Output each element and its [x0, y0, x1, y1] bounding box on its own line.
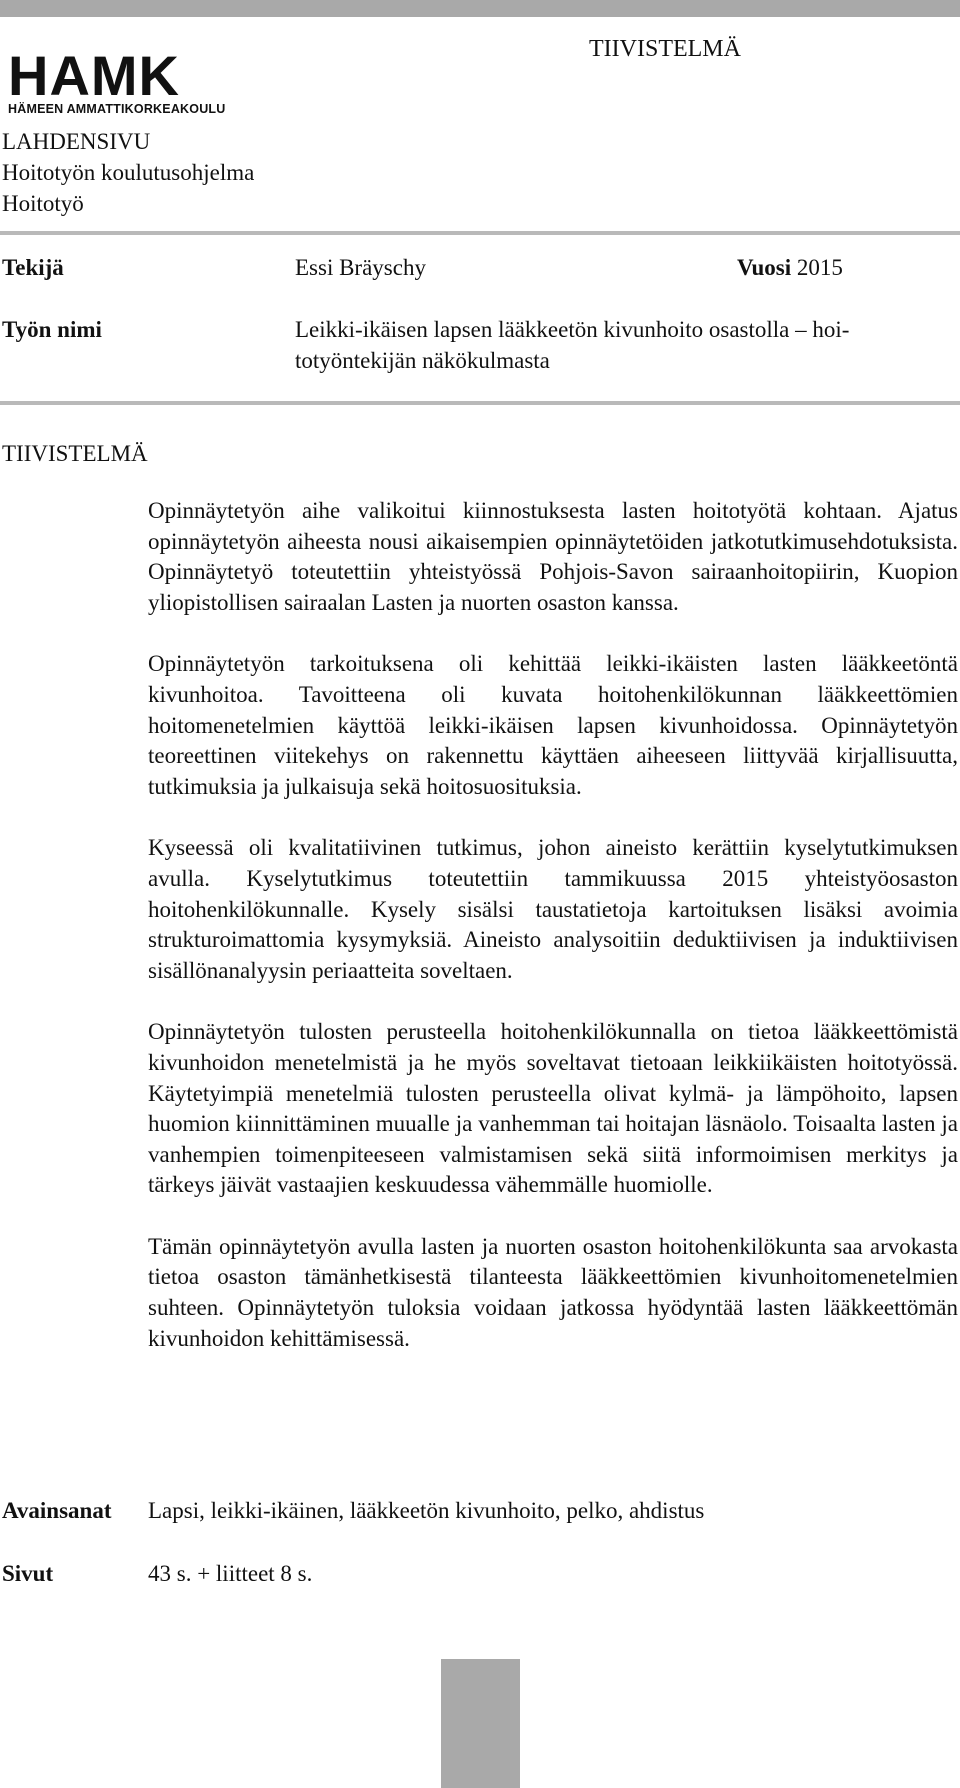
- top-bar: [0, 0, 960, 17]
- title-label: Työn nimi: [2, 317, 102, 342]
- field-name: Hoitotyö: [2, 191, 84, 216]
- pages-label: Sivut: [2, 1561, 54, 1586]
- year-value: 2015: [796, 255, 843, 280]
- title-line-1: Leikki-ikäisen lapsen lääkkeetön kivunhoito osastolla – hoi-: [295, 317, 850, 342]
- abstract-paragraph-4: Opinnäytetyön tulosten perusteella hoitohenkilökunnalla on tietoa lääkkeettömistä kivunhoidon menetelmistä ja he myös soveltavat tietoaan leikkiikäisten hoitotyössä. Käytetyimpiä menetelmiä tulosten perusteella olivat kylmä- ja lämpöhoito, lapsen huomion kiinnittäminen muualle ja vanhemman tai hoitajan läsnäolo. Toisaalta lasten ja vanhempien toimenpiteeseen valmistamisen sekä siitä informoimisen merkitys ja tärkeys jäivät vastaajien keskuudessa vähemmälle huomiolle.: [148, 1019, 958, 1198]
- doc-type-label: TIIVISTELMÄ: [589, 36, 741, 62]
- hamk-logo: [8, 44, 248, 116]
- title-line-2: totyöntekijän näkökulmasta: [295, 348, 550, 373]
- pages-value: 43 s. + liitteet 8 s.: [148, 1561, 313, 1586]
- abstract-paragraph-1: Opinnäytetyön aihe valikoitui kiinnostuksesta lasten hoitotyötä kohtaan. Ajatus opinnäytetyön aiheesta nousi aikaisempien opinnäytetöiden jatkotutkimusehdotuksista. Opinnäytetyö toteutettiin yhteistyössä Pohjois-Savon sairaanhoitopiirin, Kuopion yliopistollisen sairaalan Lasten ja nuorten osaston kanssa.: [148, 498, 958, 615]
- divider: [0, 401, 960, 405]
- bottom-bar-block: [441, 1659, 520, 1788]
- abstract-heading: TIIVISTELMÄ: [2, 441, 148, 466]
- author-label: Tekijä: [2, 255, 64, 280]
- year-field: [737, 252, 843, 283]
- logo-wordmark: HAMK: [8, 44, 180, 107]
- logo-subtitle: HÄMEEN AMMATTIKORKEAKOULU: [8, 102, 226, 116]
- keywords-label: Avainsanat: [2, 1498, 112, 1523]
- programme-name: Hoitotyön koulutusohjelma: [2, 160, 255, 185]
- divider: [0, 231, 960, 235]
- author-value: Essi Bräyschy: [295, 255, 426, 280]
- abstract-body: [148, 496, 958, 1354]
- abstract-paragraph-3: Kyseessä oli kvalitatiivinen tutkimus, johon aineisto kerättiin kyselytutkimuksen avulla. Kyselytutkimus toteutettiin tammikuussa 2015 yhteistyöosaston hoitohenkilökunnalle. Kysely sisälsi taustatietoja kartoituksen lisäksi avoimia strukturoimattomia kysymyksiä. Aineisto analysoitiin deduktiivisen ja induktiivisen sisällönanalyysin periaatteita soveltaen.: [148, 835, 958, 983]
- campus-name: LAHDENSIVU: [2, 129, 151, 154]
- year-label: Vuosi: [737, 255, 792, 280]
- keywords-value: Lapsi, leikki-ikäinen, lääkkeetön kivunhoito, pelko, ahdistus: [148, 1498, 705, 1523]
- abstract-paragraph-2: Opinnäytetyön tarkoituksena oli kehittää leikki-ikäisten lasten lääkkeetöntä kivunhoitoa. Tavoitteena oli kuvata hoitohenkilökunnan lääkkeettömien hoitomenetelmien käyttöä leikki-ikäisen lapsen kivunhoidossa. Opinnäytetyön teoreettinen viitekehys on rakennettu käyttäen aiheeseen liittyvää kirjallisuutta, tutkimuksia ja julkaisuja sekä hoitosuosituksia.: [148, 651, 958, 799]
- abstract-paragraph-5: Tämän opinnäytetyön avulla lasten ja nuorten osaston hoitohenkilökunta saa arvokasta tietoa osaston tämänhetkisestä tilanteesta lääkkeettömien kivunhoitomenetelmien suhteen. Opinnäytetyön tuloksia voidaan jatkossa hyödyntää lasten lääkkeettömän kivunhoidon kehittämisessä.: [148, 1233, 958, 1351]
